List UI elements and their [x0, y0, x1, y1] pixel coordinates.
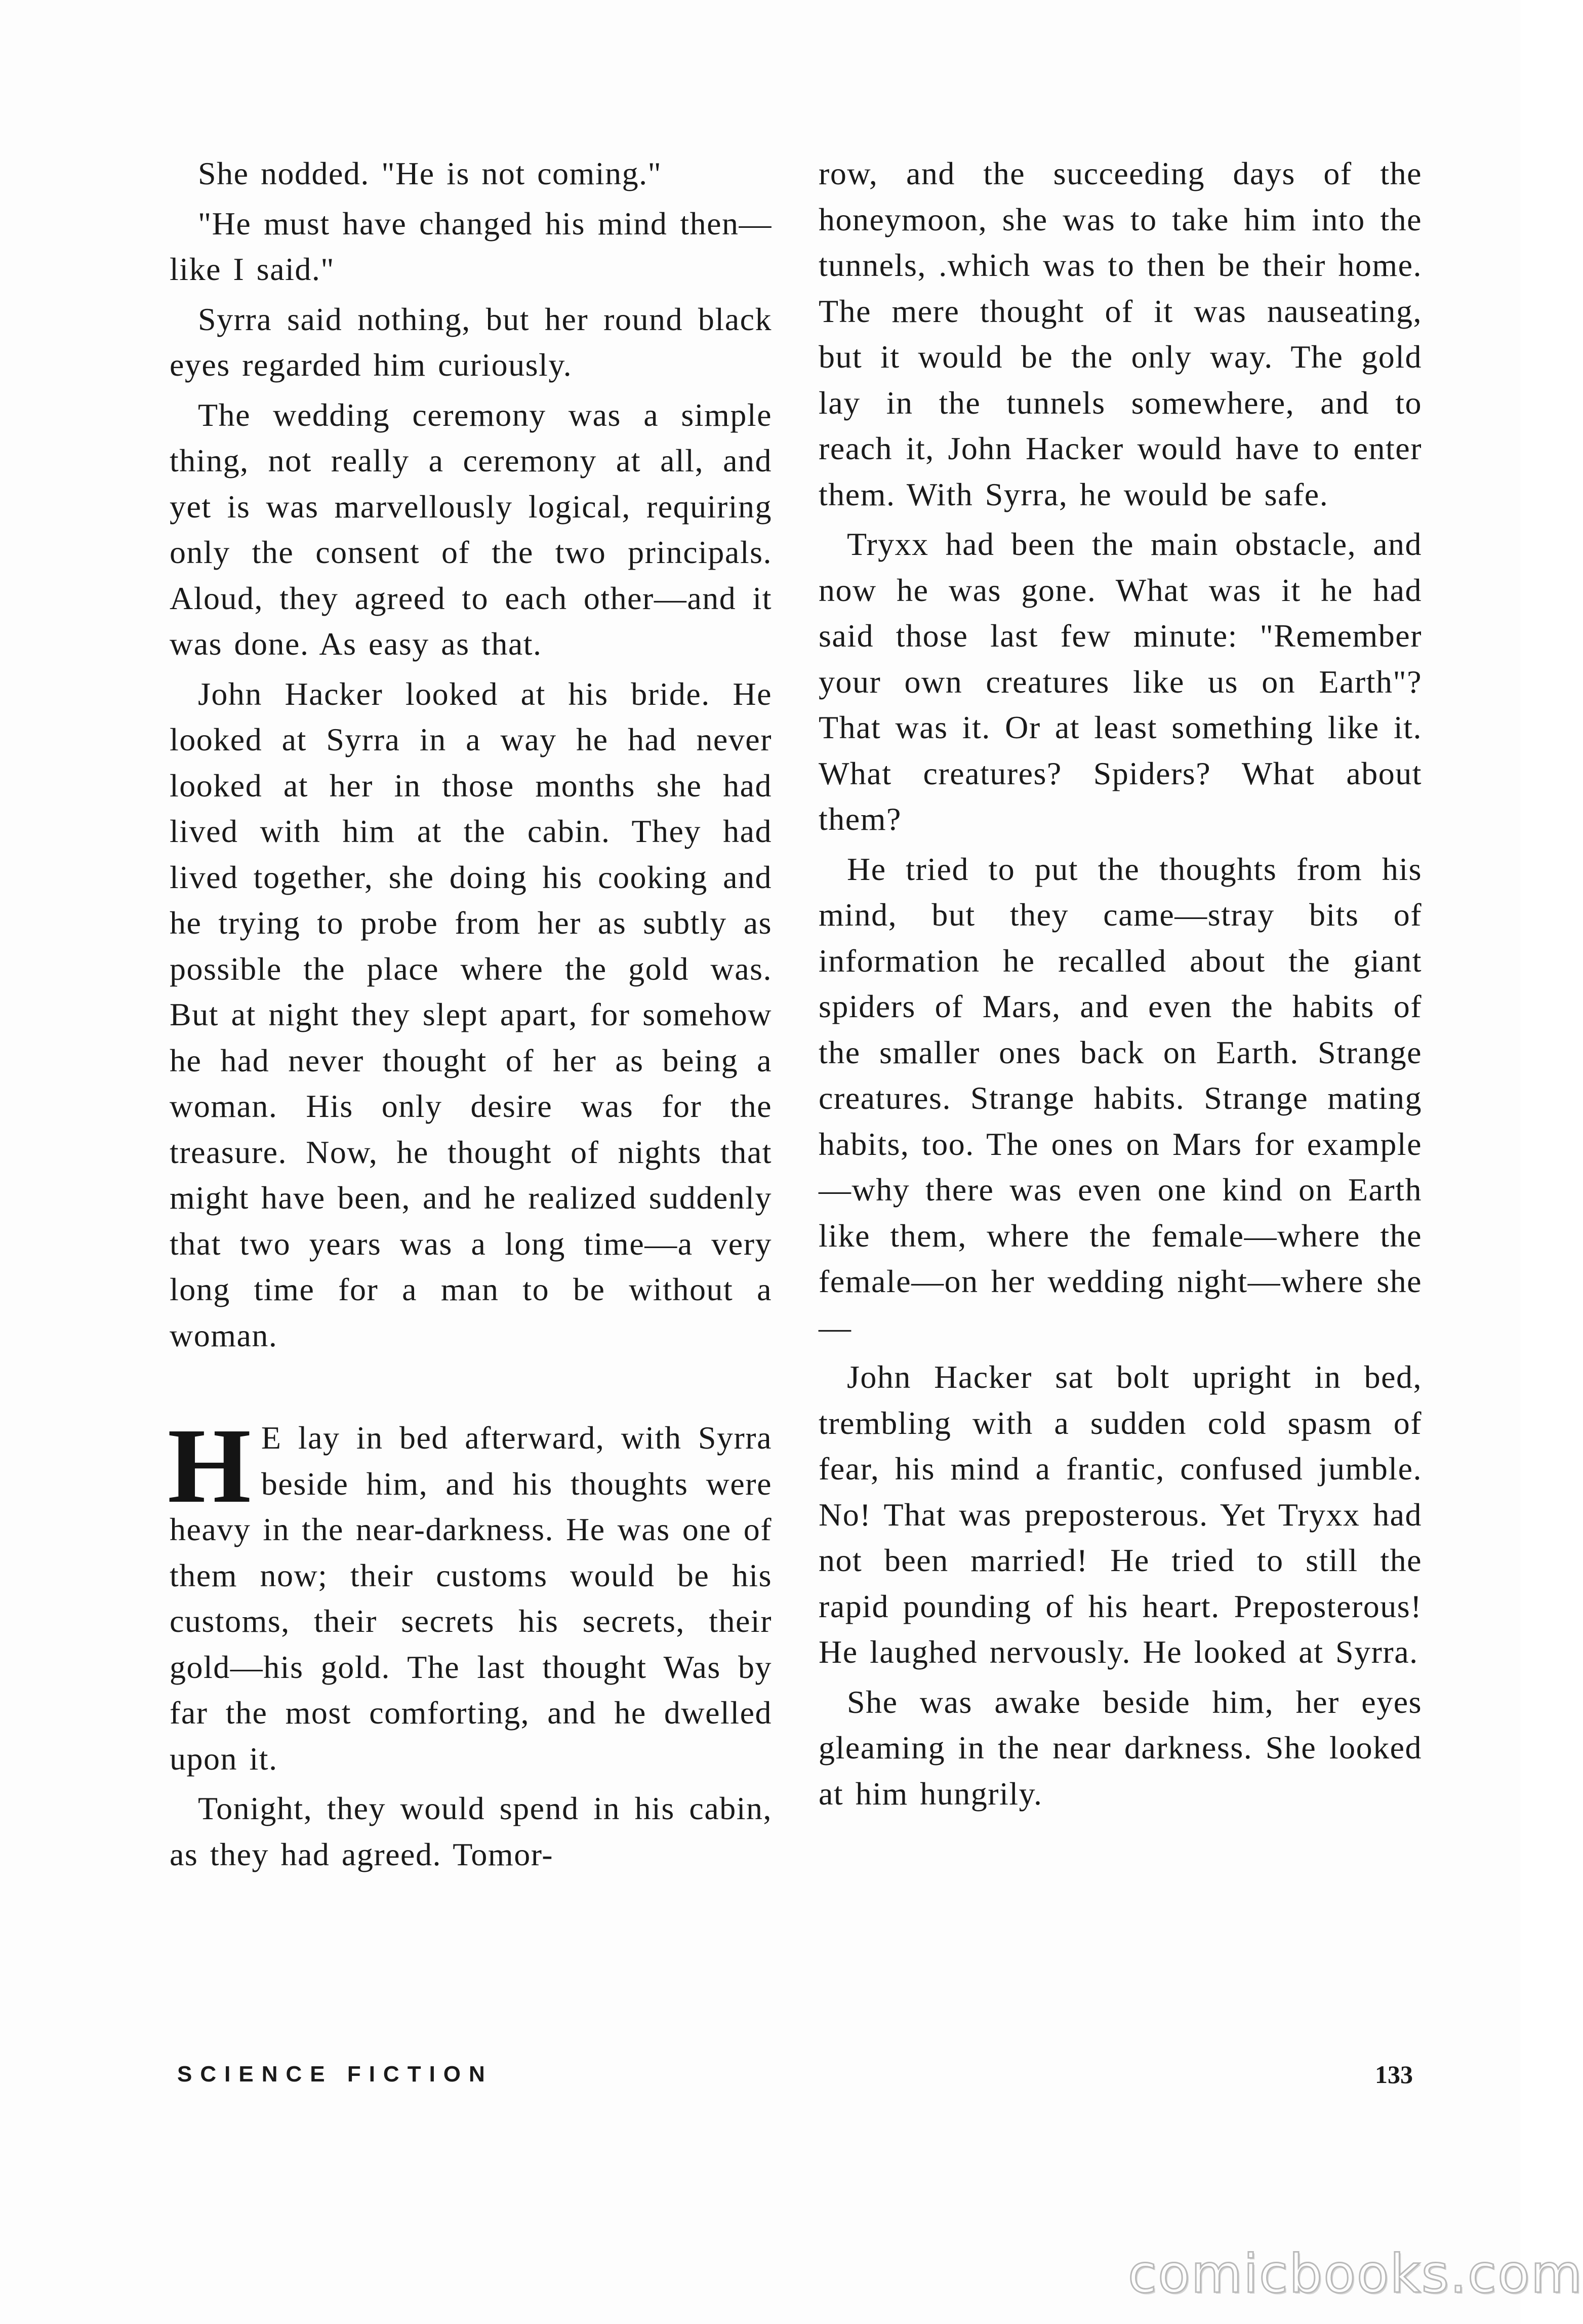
paragraph: Syrra said nothing, but her round black eyes regarded him curiously. — [170, 301, 772, 383]
paragraph: She nodded. "He is not coming." — [198, 155, 662, 191]
page-number: 133 — [1375, 2060, 1413, 2089]
right-text-column — [819, 151, 1422, 1817]
watermark-logo: comicbooks.com — [1128, 2243, 1583, 2305]
paragraph: John Hacker sat bolt upright in bed, trembling with a sudden cold spasm of fear, his mind a frantic, confused jumble. No! That was preposterous. Yet Tryxx had not been married! He tried to still the rapid pounding of his heart. Preposterous! He laughed nervously. He looked at Syrra. — [819, 1359, 1422, 1670]
section-opening-paragraph — [168, 1406, 772, 1782]
paragraph: Tryxx had been the main obstacle, and now he was gone. What was it he had said those last few minute: "Remember your own creatures like us on Earth"? That was it. Or at least something like it. What creatures? Spiders? What about them? — [819, 526, 1422, 837]
paragraph: He tried to put the thoughts from his mind, but they came—stray bits of information he recalled about the giant spiders of Mars, and even the habits of the smaller ones back on Earth. Strange creatures. Strange habits. Strange mating habits, too. The ones on Mars for example—why there was even one kind on Earth like them, where the female—where the female—on her wedding night—where she— — [819, 851, 1422, 1345]
left-text-column — [170, 151, 772, 1877]
paragraph: "He must have changed his mind then—like I said." — [170, 205, 772, 287]
paragraph: She was awake beside him, her eyes gleaming in the near darkness. She looked at him hungrily. — [819, 1684, 1422, 1812]
paragraph: The wedding ceremony was a simple thing, not really a ceremony at all, and yet is was marvellously logical, requiring only the consent of the two principals. Aloud, they agreed to each other—and it was done. As easy as that. — [170, 396, 772, 662]
paragraph-continued: row, and the succeeding days of the honeymoon, she was to take him into the tunnels, .which was to then be their home. The mere thought of it was nauseating, but it would be the only way. The gold lay in the tunnels somewhere, and to reach it, John Hacker would have to enter them. With Syrra, he would be safe. — [819, 155, 1422, 512]
running-footer-magazine-title: SCIENCE FICTION — [177, 2062, 493, 2087]
paragraph: Tonight, they would spend in his cabin, as they had agreed. Tomor- — [170, 1790, 772, 1872]
paragraph: John Hacker looked at his bride. He looked at Syrra in a way he had never looked at her in those months she had lived with him at the cabin. They had lived together, she doing his cooking and he trying to probe from her as subtly as possible the place where the gold was. But at night they slept apart, for somehow he had never thought of her as being a woman. His only desire was for the treasure. Now, he thought of nights that might have been, and he realized suddenly that two years was a long time—a very long time for a man to be without a woman. — [170, 675, 772, 1353]
drop-cap: H — [168, 1406, 251, 1525]
paragraph-text: E lay in bed afterward, with Syrra beside him, and his thoughts were heavy in the near-darkness. He was one of them now; their customs would be his customs, their secrets his secrets, their gold—his gold. The last thought Was by far the most comforting, and he dwelled upon it. — [170, 1420, 772, 1777]
